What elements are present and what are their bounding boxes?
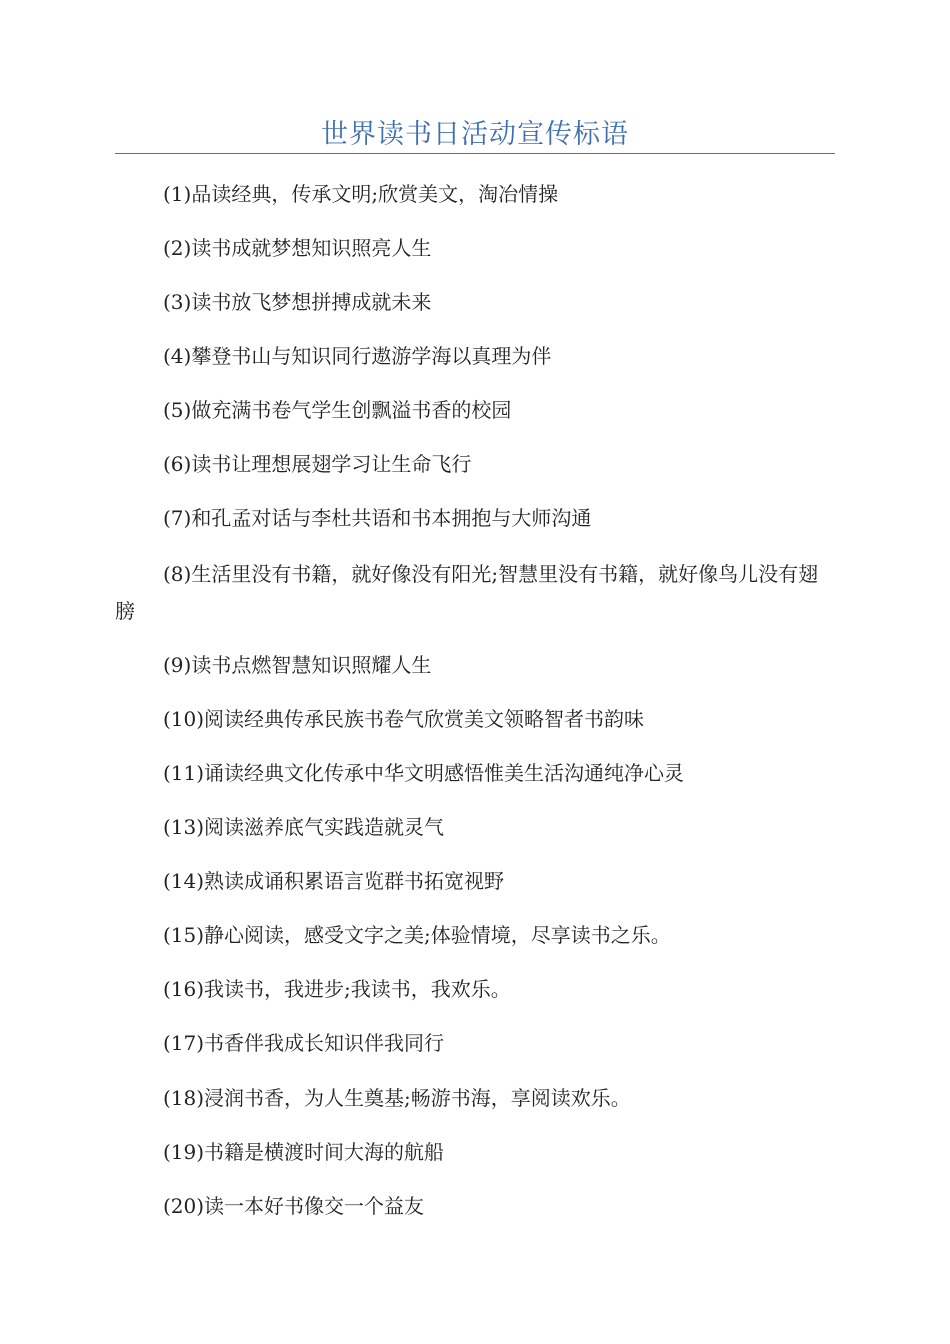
slogan-item: (3)读书放飞梦想拼搏成就未来 <box>163 290 432 314</box>
slogan-item: (6)读书让理想展翅学习让生命飞行 <box>163 452 472 476</box>
slogan-item: (20)读一本好书像交一个益友 <box>163 1194 425 1218</box>
slogan-item: (8)生活里没有书籍，就好像没有阳光;智慧里没有书籍，就好像鸟儿没有翅膀 <box>115 562 819 623</box>
slogan-item: (5)做充满书卷气学生创飘溢书香的校园 <box>163 398 512 422</box>
slogan-item: (14)熟读成诵积累语言览群书拓宽视野 <box>163 869 505 893</box>
slogan-item: (7)和孔孟对话与李杜共语和书本拥抱与大师沟通 <box>163 506 592 530</box>
slogan-item: (9)读书点燃智慧知识照耀人生 <box>163 653 432 677</box>
slogan-item: (1)品读经典，传承文明;欣赏美文，淘冶情操 <box>163 182 559 206</box>
slogan-item: (4)攀登书山与知识同行遨游学海以真理为伴 <box>163 344 552 368</box>
slogan-item: (2)读书成就梦想知识照亮人生 <box>163 236 432 260</box>
document-title: 世界读书日活动宣传标语 <box>321 119 629 150</box>
slogan-item: (11)诵读经典文化传承中华文明感悟惟美生活沟通纯净心灵 <box>163 761 685 785</box>
slogan-item: (18)浸润书香，为人生奠基;畅游书海，享阅读欢乐。 <box>163 1086 631 1110</box>
slogan-item: (13)阅读滋养底气实践造就灵气 <box>163 815 445 839</box>
slogan-item: (17)书香伴我成长知识伴我同行 <box>163 1031 445 1055</box>
slogan-item: (10)阅读经典传承民族书卷气欣赏美文领略智者书韵味 <box>163 707 645 731</box>
title-underline <box>115 153 835 154</box>
slogan-item: (15)静心阅读，感受文字之美;体验情境，尽享读书之乐。 <box>163 923 671 947</box>
slogan-item: (19)书籍是横渡时间大海的航船 <box>163 1140 445 1164</box>
slogan-item: (16)我读书，我进步;我读书，我欢乐。 <box>163 977 511 1001</box>
